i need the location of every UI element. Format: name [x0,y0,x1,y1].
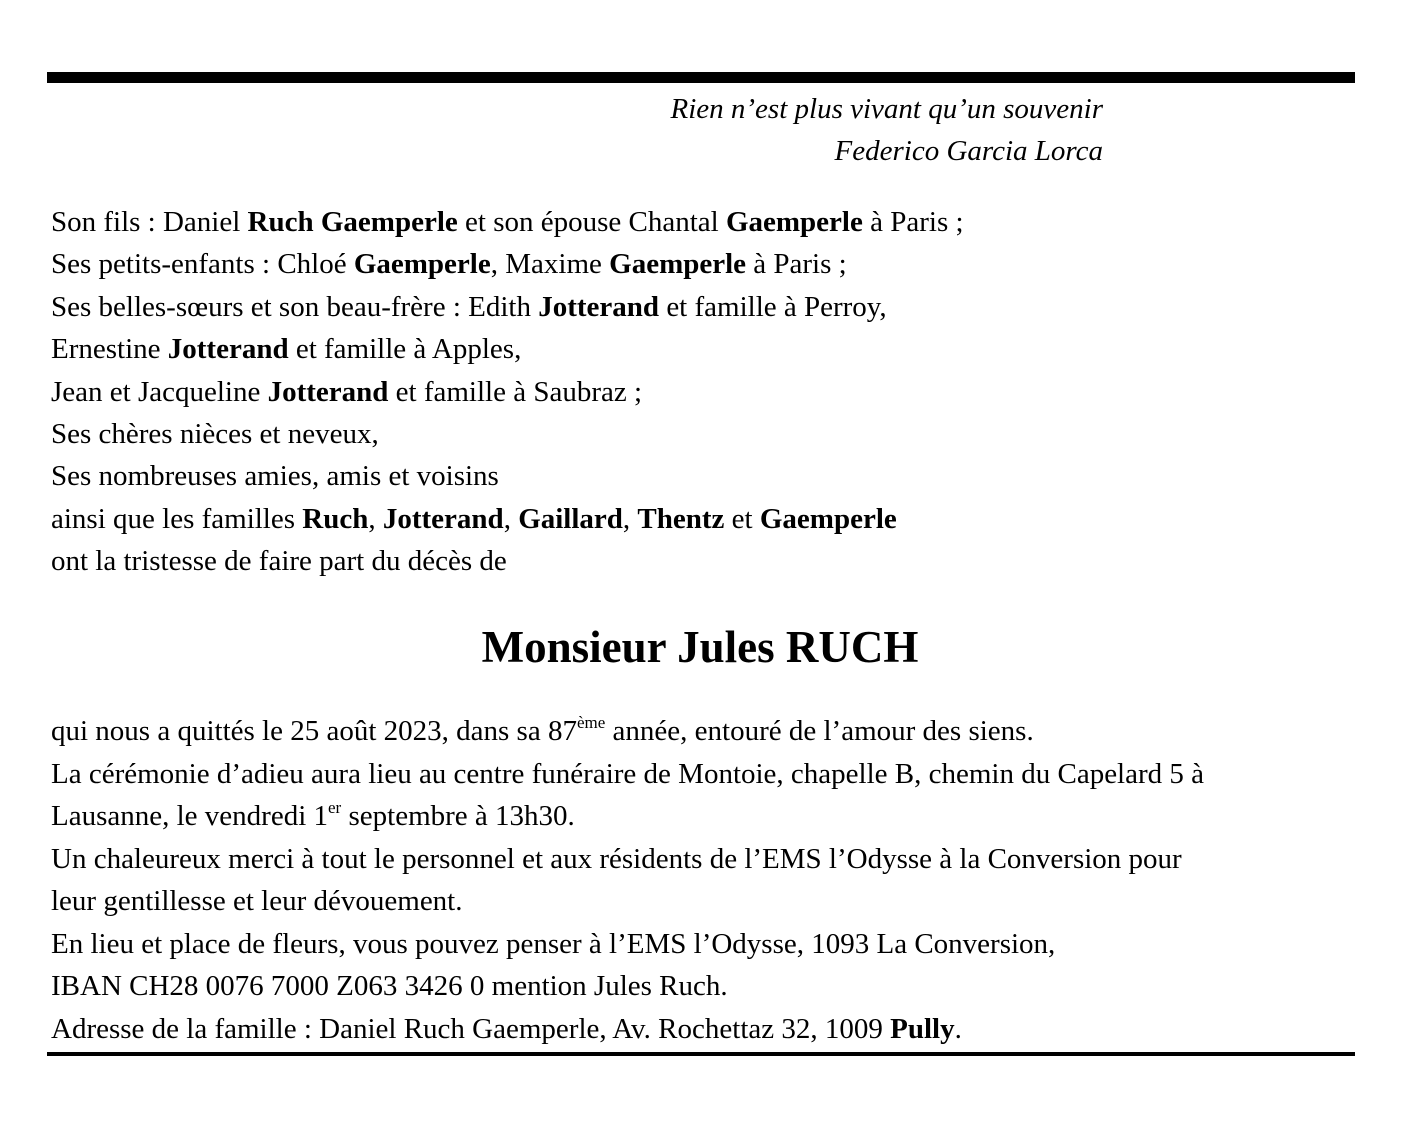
family-line-nieces: Ses chères nièces et neveux, [51,418,379,451]
surname: Jotterand [538,290,660,323]
epigraph-author: Federico Garcia Lorca [834,135,1103,167]
superscript: er [328,798,342,817]
text-span: et famille à Saubraz ; [388,375,643,408]
surname: Thentz [637,502,725,535]
text-span: qui nous a quittés le 25 août 2023, dans sa 87 [51,715,577,747]
text-span: septembre à 13h30. [341,800,575,832]
text-span: Adresse de la famille : Daniel Ruch Gaemperle, Av. Rochettaz 32, 1009 [51,1012,891,1045]
surname: Gaemperle [353,248,491,281]
deceased-name: Monsieur Jules RUCH [481,622,919,672]
surname: Gaemperle [725,206,863,238]
text-span: Lausanne, le vendredi 1 [51,800,329,832]
surname: Ruch [302,502,369,535]
family-line-jean-jacqueline [51,371,964,413]
surname: Gaemperle [609,248,747,281]
text-span: , Maxime [490,248,610,281]
details-line-iban: IBAN CH28 0076 7000 Z063 3426 0 mention Jules Ruch. [51,970,728,1002]
family-line-in-laws [51,286,964,328]
family-list [51,201,964,583]
text-span: et famille à Perroy, [659,290,887,323]
details-line-donation: En lieu et place de fleurs, vous pouvez penser à l’EMS l’Odysse, 1093 La Conversion, [51,927,1056,960]
details-line-ceremony-date [51,795,1204,838]
family-line-ernestine [51,328,964,370]
bottom-rule [47,1052,1355,1056]
details-line-address [51,1008,1204,1051]
surname: Jotterand [267,375,389,408]
details-line-ceremony: La cérémonie d’adieu aura lieu au centre funéraire de Montoie, chapelle B, chemin du Capelard 5 à [51,757,1205,790]
text-span: , [622,502,638,535]
surname: Jotterand [167,333,289,366]
details-text [51,710,1204,1050]
surname: Gaemperle [759,502,897,535]
text-span: et [724,502,760,535]
text-span: et son épouse Chantal [457,206,726,238]
details-line-thanks-cont: leur gentillesse et leur dévouement. [51,885,463,917]
family-line-son [51,201,964,243]
surname: Jotterand [382,502,504,535]
text-span: à Paris ; [746,248,847,281]
surname: Ruch Gaemperle [247,206,458,238]
details-line-thanks: Un chaleureux merci à tout le personnel et aux résidents de l’EMS l’Odysse à la Conversion pour [51,842,1182,875]
top-rule [47,72,1355,83]
text-span: à Paris ; [862,206,964,238]
family-line-families [51,498,964,540]
text-span: et famille à Apples, [288,333,522,366]
text-span: , [368,502,383,535]
text-span: . [954,1012,962,1045]
text-span: Ernestine [51,333,168,366]
epigraph [671,88,1104,172]
details-line-passing [51,710,1204,753]
family-line-grandchildren [51,243,964,285]
text-span: Ses petits-enfants : Chloé [51,248,354,281]
text-span: Ses belles-sœurs et son beau-frère : Edith [51,290,539,323]
surname: Gaillard [518,502,623,535]
family-line-announcement: ont la tristesse de faire part du décès de [51,545,507,578]
text-span: Son fils : Daniel [51,206,248,238]
family-line-friends: Ses nombreuses amies, amis et voisins [51,460,499,493]
text-span: Jean et Jacqueline [51,375,268,408]
text-span: ainsi que les familles [51,502,303,535]
text-span: , [503,502,519,535]
text-span: année, entouré de l’amour des siens. [605,715,1034,747]
epigraph-quote: Rien n’est plus vivant qu’un souvenir [670,93,1103,125]
superscript: ème [576,713,606,732]
city: Pully [890,1012,955,1045]
